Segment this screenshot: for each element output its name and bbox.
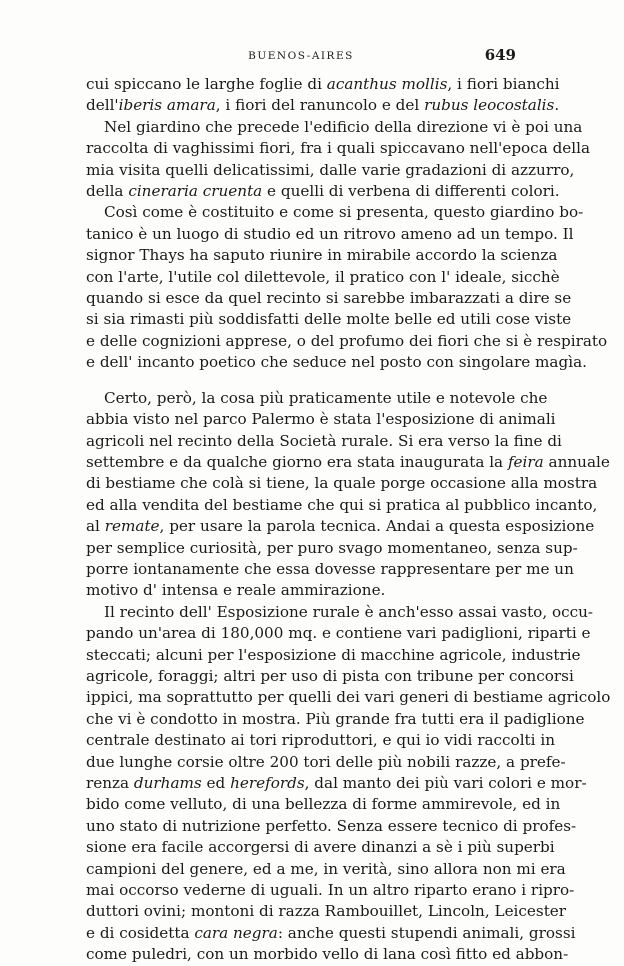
body-text bbox=[86, 74, 611, 966]
text-line: agricole, foraggi; altri per uso di pista con tribune per concorsi bbox=[86, 666, 574, 685]
text-line: di bestiame che colà si tiene, la quale porge occasione alla mostra bbox=[86, 474, 598, 493]
running-head: BUENOS-AIRES bbox=[248, 50, 354, 62]
text-line: agricoli nel recinto della Società rurale. Si era verso la fine di bbox=[86, 431, 562, 450]
paragraph bbox=[86, 74, 560, 117]
text-line: mia visita quelli delicatissimi, dalle varie gradazioni di azzurro, bbox=[86, 160, 575, 179]
text-line: bido come velluto, di una bellezza di forme ammirevole, ed in bbox=[86, 795, 561, 814]
paragraph bbox=[86, 388, 610, 602]
text-line: che vi è condotto in mostra. Più grande fra tutti era il padiglione bbox=[86, 709, 585, 728]
text-line: Così come è costituito e come si presenta, questo giardino bo- bbox=[104, 203, 584, 222]
text-line: Certo, però, la cosa più praticamente utile e notevole che bbox=[104, 388, 548, 407]
text-line: con l'arte, l'utile col dilettevole, il pratico con l' ideale, sicchè bbox=[86, 267, 560, 286]
text-line: ed alla vendita del bestiame che qui si pratica al pubblico incanto, bbox=[86, 495, 598, 514]
text-line: Nel giardino che precede l'edificio della direzione vi è poi una bbox=[104, 117, 583, 136]
text-line: uno stato di nutrizione perfetto. Senza essere tecnico di profes- bbox=[86, 816, 577, 835]
text-line: settembre e da qualche giorno era stata inaugurata la feira annuale bbox=[86, 452, 610, 471]
text-line: Il recinto dell' Esposizione rurale è anch'esso assai vasto, occu- bbox=[104, 602, 594, 621]
text-line: raccolta di vaghissimi fiori, fra i quali spiccavano nell'epoca della bbox=[86, 139, 591, 158]
text-line: campioni del genere, ed a me, in verità, sino allora non mi era bbox=[86, 859, 566, 878]
text-line: quando si esce da quel recinto si sarebbe imbarazzati a dire se bbox=[86, 289, 572, 308]
text-line: signor Thays ha saputo riunire in mirabile accordo la scienza bbox=[86, 246, 558, 265]
paragraph bbox=[86, 202, 608, 373]
text-line: pando un'area di 180,000 mq. e contiene vari padiglioni, riparti e bbox=[86, 624, 591, 643]
section-gap bbox=[86, 374, 516, 388]
text-line: mai occorso vederne di uguali. In un altro riparto erano i ripro- bbox=[86, 881, 575, 900]
text-line: motivo d' intensa e reale ammirazione. bbox=[86, 581, 386, 600]
text-line: e dell' incanto poetico che seduce nel posto con singolare magìa. bbox=[86, 353, 587, 372]
text-line: duttori ovini; montoni di razza Rambouillet, Lincoln, Leicester bbox=[86, 902, 567, 921]
text-line: cui spiccano le larghe foglie di acanthus mollis, i fiori bianchi bbox=[86, 75, 560, 93]
text-line: come puledri, con un morbido vello di lana così fitto ed abbon- bbox=[86, 945, 569, 964]
text-line: per semplice curiosità, per puro svago momentaneo, senza sup- bbox=[86, 538, 578, 557]
book-page bbox=[86, 46, 611, 966]
text-line: dell'iberis amara, i fiori del ranuncolo e del rubus leocostalis. bbox=[86, 96, 560, 115]
text-line: due lunghe corsie oltre 200 tori delle più nobili razze, a prefe- bbox=[86, 752, 566, 771]
text-line: al remate, per usare la parola tecnica. Andai a questa esposizione bbox=[86, 517, 595, 536]
text-line: centrale destinato ai tori riproduttori, e qui io vidi raccolti in bbox=[86, 731, 555, 750]
text-line: ippici, ma soprattutto per quelli dei vari generi di bestiame agricolo bbox=[86, 688, 611, 707]
text-line: sione era facile accorgersi di avere dinanzi a sè i più superbi bbox=[86, 838, 555, 857]
paragraph bbox=[86, 117, 591, 203]
text-line: renza durhams ed herefords, dal manto dei più vari colori e mor- bbox=[86, 774, 587, 792]
text-line: e delle cognizioni apprese, o del profumo dei fiori che si è respirato bbox=[86, 331, 608, 350]
page-header bbox=[86, 46, 516, 68]
text-line: e di cosidetta cara negra: anche questi stupendi animali, grossi bbox=[86, 923, 576, 942]
text-line: steccati; alcuni per l'esposizione di macchine agricole, industrie bbox=[86, 645, 581, 664]
text-line: porre iontanamente che essa dovesse rappresentare per me un bbox=[86, 559, 574, 578]
text-line: abbia visto nel parco Palermo è stata l'esposizione di animali bbox=[86, 410, 556, 429]
paragraph bbox=[86, 602, 611, 966]
text-line: tanico è un luogo di studio ed un ritrovo ameno ad un tempo. Il bbox=[86, 224, 574, 243]
text-line: si sia rimasti più soddisfatti delle molte belle ed utili cose viste bbox=[86, 310, 572, 329]
text-line: della cineraria cruenta e quelli di verbena di differenti colori. bbox=[86, 182, 560, 201]
page-number: 649 bbox=[484, 46, 516, 64]
